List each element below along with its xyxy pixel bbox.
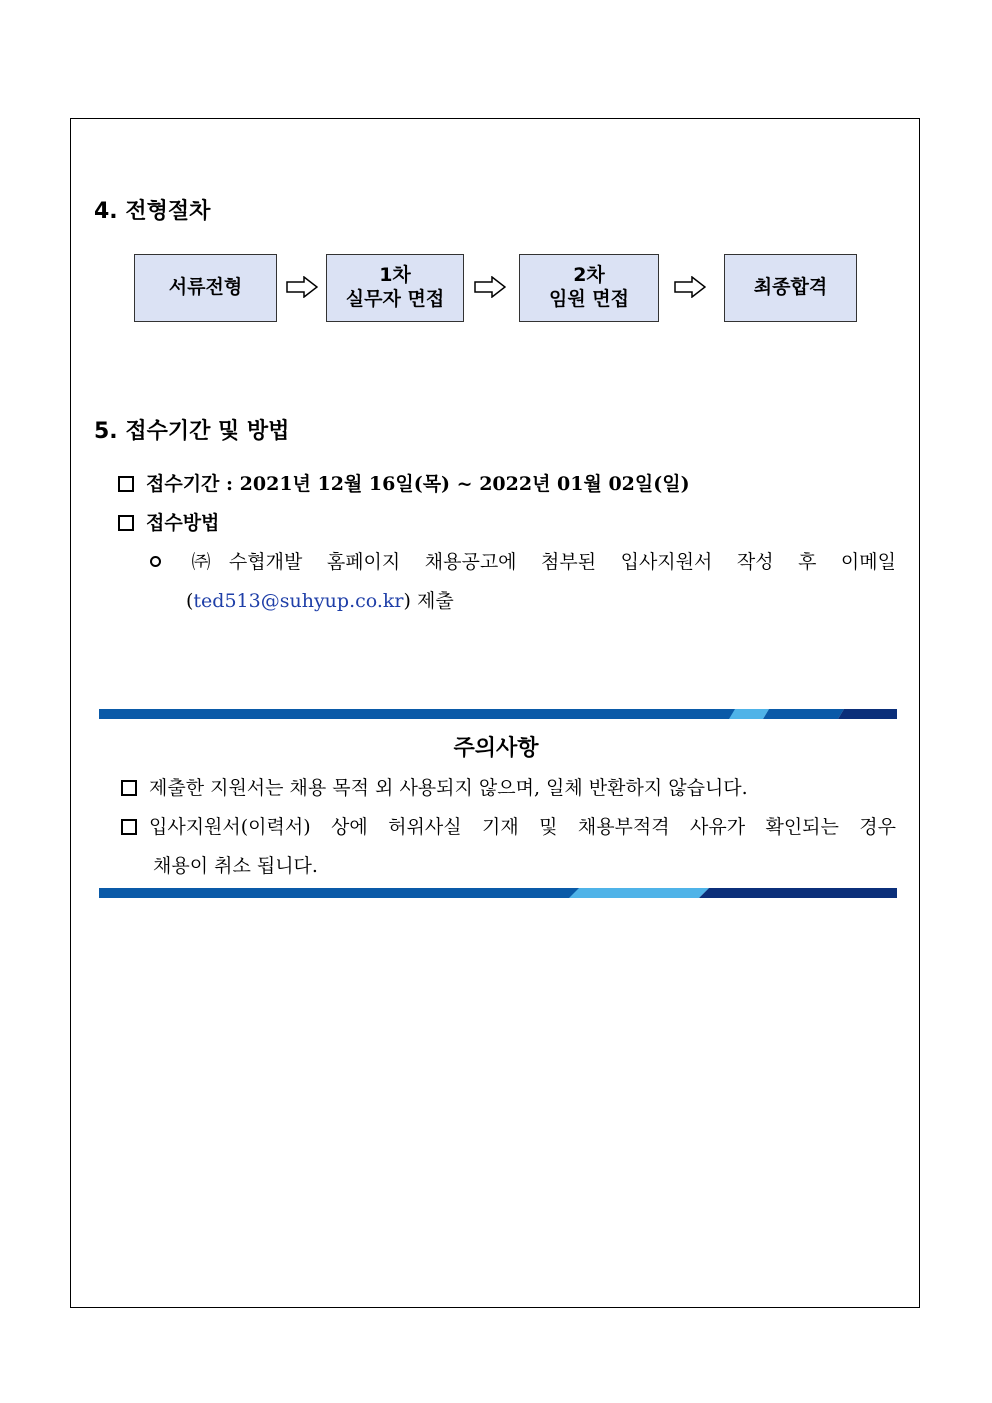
step-first-interview: [326, 254, 464, 322]
notice-item-2-cont-text: 채용이 취소 됩니다.: [153, 855, 318, 877]
step-1-line1: 서류전형: [168, 276, 243, 299]
notice-item-2-text: 입사지원서(이력서) 상에 허위사실 기재 및 채용부적격 사유가 확인되는 경우: [149, 816, 896, 838]
checkbox-icon: [121, 819, 137, 835]
notice-item-2-cont: [153, 851, 318, 878]
submit-text: ) 제출: [403, 590, 454, 612]
checkbox-icon: [118, 515, 134, 531]
application-method: [118, 508, 219, 535]
arrow-right-icon: [286, 276, 318, 298]
circle-bullet-icon: [150, 556, 161, 567]
application-method-label: 접수방법: [146, 512, 220, 534]
step-document-screening: [134, 254, 277, 322]
notice-item-1: [121, 773, 748, 800]
checkbox-icon: [118, 476, 134, 492]
notice-item-2: [121, 812, 896, 839]
notice-item-1-text: 제출한 지원서는 채용 목적 외 사용되지 않으며, 일체 반환하지 않습니다.: [149, 777, 748, 799]
notice-band-top: [99, 709, 897, 719]
section-4-title: 4. 전형절차: [94, 199, 211, 224]
method-detail-line1: [150, 547, 896, 574]
arrow-right-icon: [674, 276, 706, 298]
step-3-line2: 임원 면접: [548, 288, 630, 310]
method-detail-line2: [186, 586, 454, 613]
arrow-right-icon: [474, 276, 506, 298]
application-period-text: 접수기간 : 2021년 12월 16일(목) ~ 2022년 01월 02일(일): [146, 473, 690, 495]
step-2-line1: 1차: [379, 264, 411, 287]
checkbox-icon: [121, 780, 137, 796]
step-4-line1: 최종합격: [753, 276, 828, 299]
section-5-title: 5. 접수기간 및 방법: [94, 419, 290, 444]
step-second-interview: [519, 254, 659, 322]
email-link[interactable]: ted513@suhyup.co.kr: [193, 590, 404, 612]
step-final-pass: [724, 254, 857, 322]
method-detail-text: ㈜수협개발 홈페이지 채용공고에 첨부된 입사지원서 작성 후 이메일: [173, 551, 896, 573]
paren-open: (: [186, 590, 194, 612]
step-3-line1: 2차: [573, 264, 605, 287]
notice-title: 주의사항: [453, 736, 539, 761]
notice-band-bottom: [99, 888, 897, 898]
application-period: [118, 469, 690, 496]
step-2-line2: 실무자 면접: [345, 288, 445, 310]
